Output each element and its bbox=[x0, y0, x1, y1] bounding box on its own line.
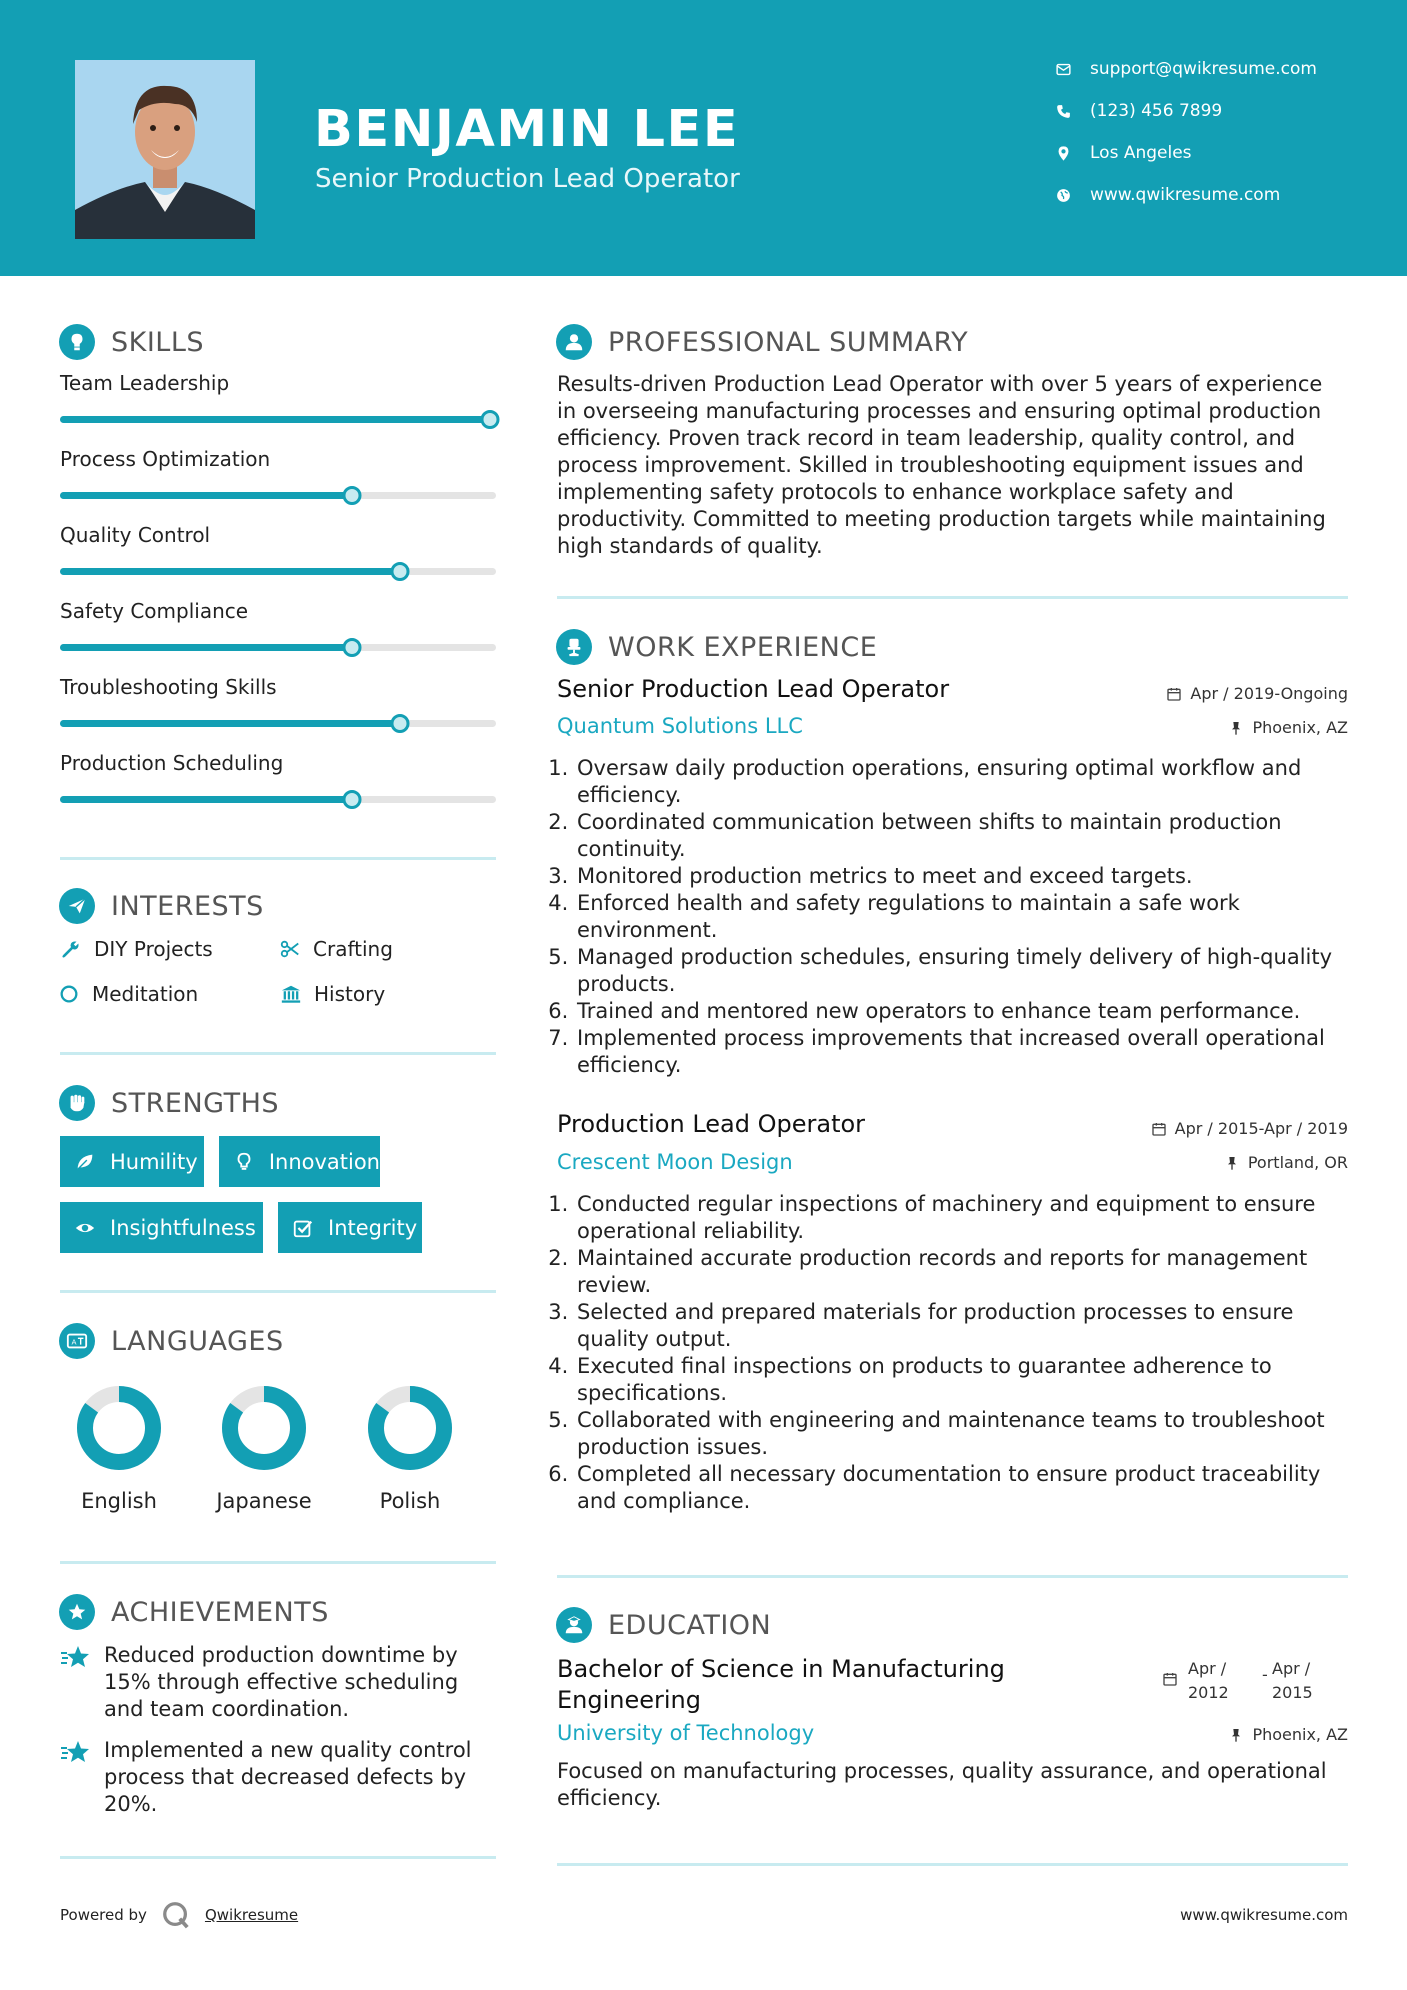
languages-title: LANGUAGES bbox=[111, 1325, 284, 1357]
duty-item: 6. Trained and mentored new operators to enhance team performance. bbox=[575, 998, 1347, 1025]
skill-name: Safety Compliance bbox=[60, 599, 249, 623]
interests-heading bbox=[59, 887, 264, 925]
check-square-icon bbox=[290, 1215, 316, 1241]
phone-icon bbox=[1052, 100, 1074, 122]
job-location bbox=[1224, 1153, 1348, 1172]
user-icon bbox=[556, 324, 592, 360]
skills-title: SKILLS bbox=[111, 326, 205, 358]
strength-badge bbox=[278, 1202, 422, 1253]
skill-bar bbox=[60, 492, 496, 499]
language-name: Polish bbox=[379, 1489, 441, 1513]
divider bbox=[557, 596, 1348, 599]
skill-name: Team Leadership bbox=[60, 371, 230, 395]
star-badge-icon bbox=[59, 1594, 95, 1630]
pin-icon bbox=[1228, 720, 1244, 736]
divider bbox=[60, 1561, 496, 1564]
divider bbox=[60, 1856, 496, 1859]
strength-badge bbox=[60, 1202, 263, 1253]
education-heading bbox=[556, 1606, 771, 1644]
museum-icon bbox=[278, 981, 304, 1007]
skill-bar bbox=[60, 644, 496, 651]
achievements-heading bbox=[59, 1593, 329, 1631]
leaf-icon bbox=[72, 1149, 98, 1175]
language-name: English bbox=[81, 1489, 157, 1513]
achievement-item bbox=[60, 1642, 500, 1723]
job-location-text: Phoenix, AZ bbox=[1252, 718, 1348, 737]
education-title: EDUCATION bbox=[608, 1609, 772, 1641]
contact-location-text: Los Angeles bbox=[1090, 143, 1192, 163]
interest-item bbox=[58, 936, 213, 962]
achievement-text: Implemented a new quality control process that decreased defects by 20%. bbox=[104, 1738, 472, 1816]
skill-bar bbox=[60, 568, 496, 575]
language-name: Japanese bbox=[216, 1489, 312, 1513]
skill-bar-fill bbox=[60, 568, 400, 575]
experience-title: WORK EXPERIENCE bbox=[608, 631, 878, 663]
skill-level-knob bbox=[343, 486, 362, 505]
wrench-icon bbox=[58, 936, 84, 962]
globe-icon bbox=[1052, 184, 1074, 206]
footer-powered-by bbox=[60, 1900, 298, 1930]
skill-bar-fill bbox=[60, 644, 352, 651]
strength-label: Innovation bbox=[268, 1149, 380, 1174]
skill-level-knob bbox=[481, 410, 500, 429]
duty-item: 5. Managed production schedules, ensuring timely delivery of high-quality products. bbox=[575, 944, 1347, 998]
skill-level-knob bbox=[343, 790, 362, 809]
language-icon bbox=[59, 1323, 95, 1359]
paper-plane-icon bbox=[59, 888, 95, 924]
email-icon bbox=[1052, 58, 1074, 80]
calendar-icon bbox=[1166, 686, 1182, 702]
contact-phone[interactable] bbox=[1052, 99, 1222, 123]
calendar-icon bbox=[1162, 1671, 1178, 1687]
job-duties bbox=[557, 1191, 1347, 1515]
achievement-text: Reduced production downtime by 15% through effective scheduling and team coordination. bbox=[104, 1643, 459, 1721]
skill-name: Production Scheduling bbox=[60, 751, 284, 775]
duty-item: 7. Implemented process improvements that increased overall operational efficiency. bbox=[575, 1025, 1347, 1079]
profile-photo bbox=[75, 60, 255, 239]
duty-item: 2. Coordinated communication between shifts to maintain production continuity. bbox=[575, 809, 1347, 863]
summary-heading bbox=[556, 323, 968, 361]
job-location-text: Portland, OR bbox=[1247, 1153, 1348, 1172]
strengths-heading bbox=[59, 1084, 279, 1122]
calendar-icon bbox=[1151, 1121, 1167, 1137]
education-dates bbox=[1162, 1657, 1348, 1703]
degree-title: Bachelor of Science in Manufacturing Engineering bbox=[557, 1655, 1005, 1714]
education-location bbox=[1228, 1725, 1348, 1744]
skill-bar bbox=[60, 796, 496, 803]
job-title: Production Lead Operator bbox=[557, 1110, 866, 1138]
fist-icon bbox=[59, 1085, 95, 1121]
duty-item: 3. Selected and prepared materials for production processes to ensure quality output. bbox=[575, 1299, 1347, 1353]
job-location bbox=[1228, 718, 1348, 737]
divider bbox=[60, 857, 496, 860]
job-dates bbox=[1151, 1119, 1348, 1138]
duty-item: 6. Completed all necessary documentation to ensure product traceability and compliance. bbox=[575, 1461, 1347, 1515]
skill-level-knob bbox=[391, 562, 410, 581]
powered-by-label: Powered by bbox=[60, 1906, 147, 1924]
strengths-title: STRENGTHS bbox=[111, 1087, 280, 1119]
education-start: Apr / 2012 bbox=[1188, 1659, 1229, 1702]
interest-item bbox=[56, 981, 198, 1007]
education-location-text: Phoenix, AZ bbox=[1252, 1725, 1348, 1744]
divider bbox=[60, 1052, 496, 1055]
svg-text:A: A bbox=[71, 1337, 77, 1347]
language-level-donut bbox=[367, 1385, 453, 1471]
lightbulb-icon bbox=[231, 1149, 257, 1175]
job-title: Senior Production Lead Operator bbox=[557, 675, 950, 703]
skill-level-knob bbox=[391, 714, 410, 733]
job-dates bbox=[1166, 684, 1348, 703]
duty-item: 5. Collaborated with engineering and maintenance teams to troubleshoot production issues. bbox=[575, 1407, 1347, 1461]
contact-website-text[interactable]: www.qwikresume.com bbox=[1090, 185, 1281, 205]
lightbulb-icon bbox=[59, 324, 95, 360]
skill-level-knob bbox=[343, 638, 362, 657]
graduate-icon bbox=[556, 1607, 592, 1643]
strength-label: Humility bbox=[110, 1149, 198, 1174]
contact-website[interactable] bbox=[1052, 183, 1280, 207]
language-item bbox=[345, 1385, 475, 1513]
skill-bar-fill bbox=[60, 492, 352, 499]
candidate-name: BENJAMIN LEE bbox=[314, 100, 740, 159]
interest-item bbox=[277, 936, 393, 962]
school-name: University of Technology bbox=[557, 1721, 815, 1745]
company-name: Quantum Solutions LLC bbox=[557, 714, 803, 738]
divider bbox=[60, 1290, 496, 1293]
strength-badge bbox=[219, 1136, 380, 1187]
interest-label: DIY Projects bbox=[94, 937, 213, 961]
location-icon bbox=[1052, 142, 1074, 164]
eye-icon bbox=[72, 1215, 98, 1241]
education-end: Apr / 2015 bbox=[1272, 1659, 1313, 1702]
qwikresume-logo-icon bbox=[161, 1900, 191, 1930]
skills-heading bbox=[59, 323, 204, 361]
divider bbox=[557, 1863, 1348, 1866]
skill-bar bbox=[60, 416, 496, 423]
contact-location bbox=[1052, 141, 1192, 165]
pin-icon bbox=[1228, 1727, 1244, 1743]
skill-bar-fill bbox=[60, 796, 352, 803]
skill-bar-fill bbox=[60, 720, 400, 727]
job-duties bbox=[557, 755, 1347, 1079]
skill-bar bbox=[60, 720, 496, 727]
skill-name: Troubleshooting Skills bbox=[60, 675, 277, 699]
interests-title: INTERESTS bbox=[111, 890, 264, 922]
circle-icon bbox=[56, 981, 82, 1007]
interest-label: Crafting bbox=[313, 937, 393, 961]
contact-email-text[interactable]: support@qwikresume.com bbox=[1090, 59, 1317, 79]
scissors-icon bbox=[277, 936, 303, 962]
chair-icon bbox=[556, 629, 592, 665]
achievements-title: ACHIEVEMENTS bbox=[111, 1596, 329, 1628]
candidate-title: Senior Production Lead Operator bbox=[315, 164, 740, 194]
duty-item: 1. Conducted regular inspections of machinery and equipment to ensure operational reliability. bbox=[575, 1191, 1347, 1245]
duty-item: 2. Maintained accurate production records and reports for management review. bbox=[575, 1245, 1347, 1299]
skill-bar-fill bbox=[60, 416, 496, 423]
language-level-donut bbox=[76, 1385, 162, 1471]
star-icon bbox=[60, 1739, 92, 1767]
duty-item: 3. Monitored production metrics to meet and exceed targets. bbox=[575, 863, 1347, 890]
duty-item: 1. Oversaw daily production operations, ensuring optimal workflow and efficiency. bbox=[575, 755, 1347, 809]
resume-header bbox=[0, 0, 1407, 276]
education-description: Focused on manufacturing processes, quality assurance, and operational efficiency. bbox=[557, 1759, 1327, 1810]
duty-item: 4. Enforced health and safety regulations to maintain a safe work environment. bbox=[575, 890, 1347, 944]
duty-item: 4. Executed final inspections on products to guarantee adherence to specifications. bbox=[575, 1353, 1347, 1407]
language-item bbox=[199, 1385, 329, 1513]
strength-label: Insightfulness bbox=[110, 1215, 256, 1240]
interest-label: Meditation bbox=[92, 982, 199, 1006]
job-dates-text: Apr / 2019-Ongoing bbox=[1190, 684, 1348, 703]
star-icon bbox=[60, 1644, 92, 1672]
summary-text: Results-driven Production Lead Operator with over 5 years of experience in overseeing manufacturing processes and ensuring optimal production efficiency. Proven track record in team leadership, quality control, and process improvement. Skilled in troubleshooting equipment issues and implementing safety protocols to enhance workplace safety and productivity. Committed to meeting production targets while maintaining high standards of quality. bbox=[557, 372, 1326, 558]
contact-email[interactable] bbox=[1052, 57, 1317, 81]
experience-heading bbox=[556, 628, 877, 666]
education-date-separator: - bbox=[1262, 1665, 1268, 1684]
language-item bbox=[54, 1385, 184, 1513]
company-name: Crescent Moon Design bbox=[557, 1150, 793, 1174]
footer-website[interactable]: www.qwikresume.com bbox=[1180, 1906, 1348, 1924]
brand-link[interactable]: Qwikresume bbox=[204, 1906, 299, 1924]
interest-label: History bbox=[314, 982, 386, 1006]
contact-phone-text[interactable]: (123) 456 7899 bbox=[1090, 101, 1223, 121]
interest-item bbox=[278, 981, 385, 1007]
skill-name: Process Optimization bbox=[60, 447, 271, 471]
job-dates-text: Apr / 2015-Apr / 2019 bbox=[1174, 1119, 1348, 1138]
achievement-item bbox=[60, 1737, 500, 1818]
skill-name: Quality Control bbox=[60, 523, 211, 547]
language-level-donut bbox=[221, 1385, 307, 1471]
pin-icon bbox=[1224, 1155, 1240, 1171]
divider bbox=[557, 1575, 1348, 1578]
strength-badge bbox=[60, 1136, 204, 1187]
languages-heading bbox=[59, 1322, 284, 1360]
summary-title: PROFESSIONAL SUMMARY bbox=[608, 326, 969, 358]
strength-label: Integrity bbox=[328, 1215, 418, 1240]
